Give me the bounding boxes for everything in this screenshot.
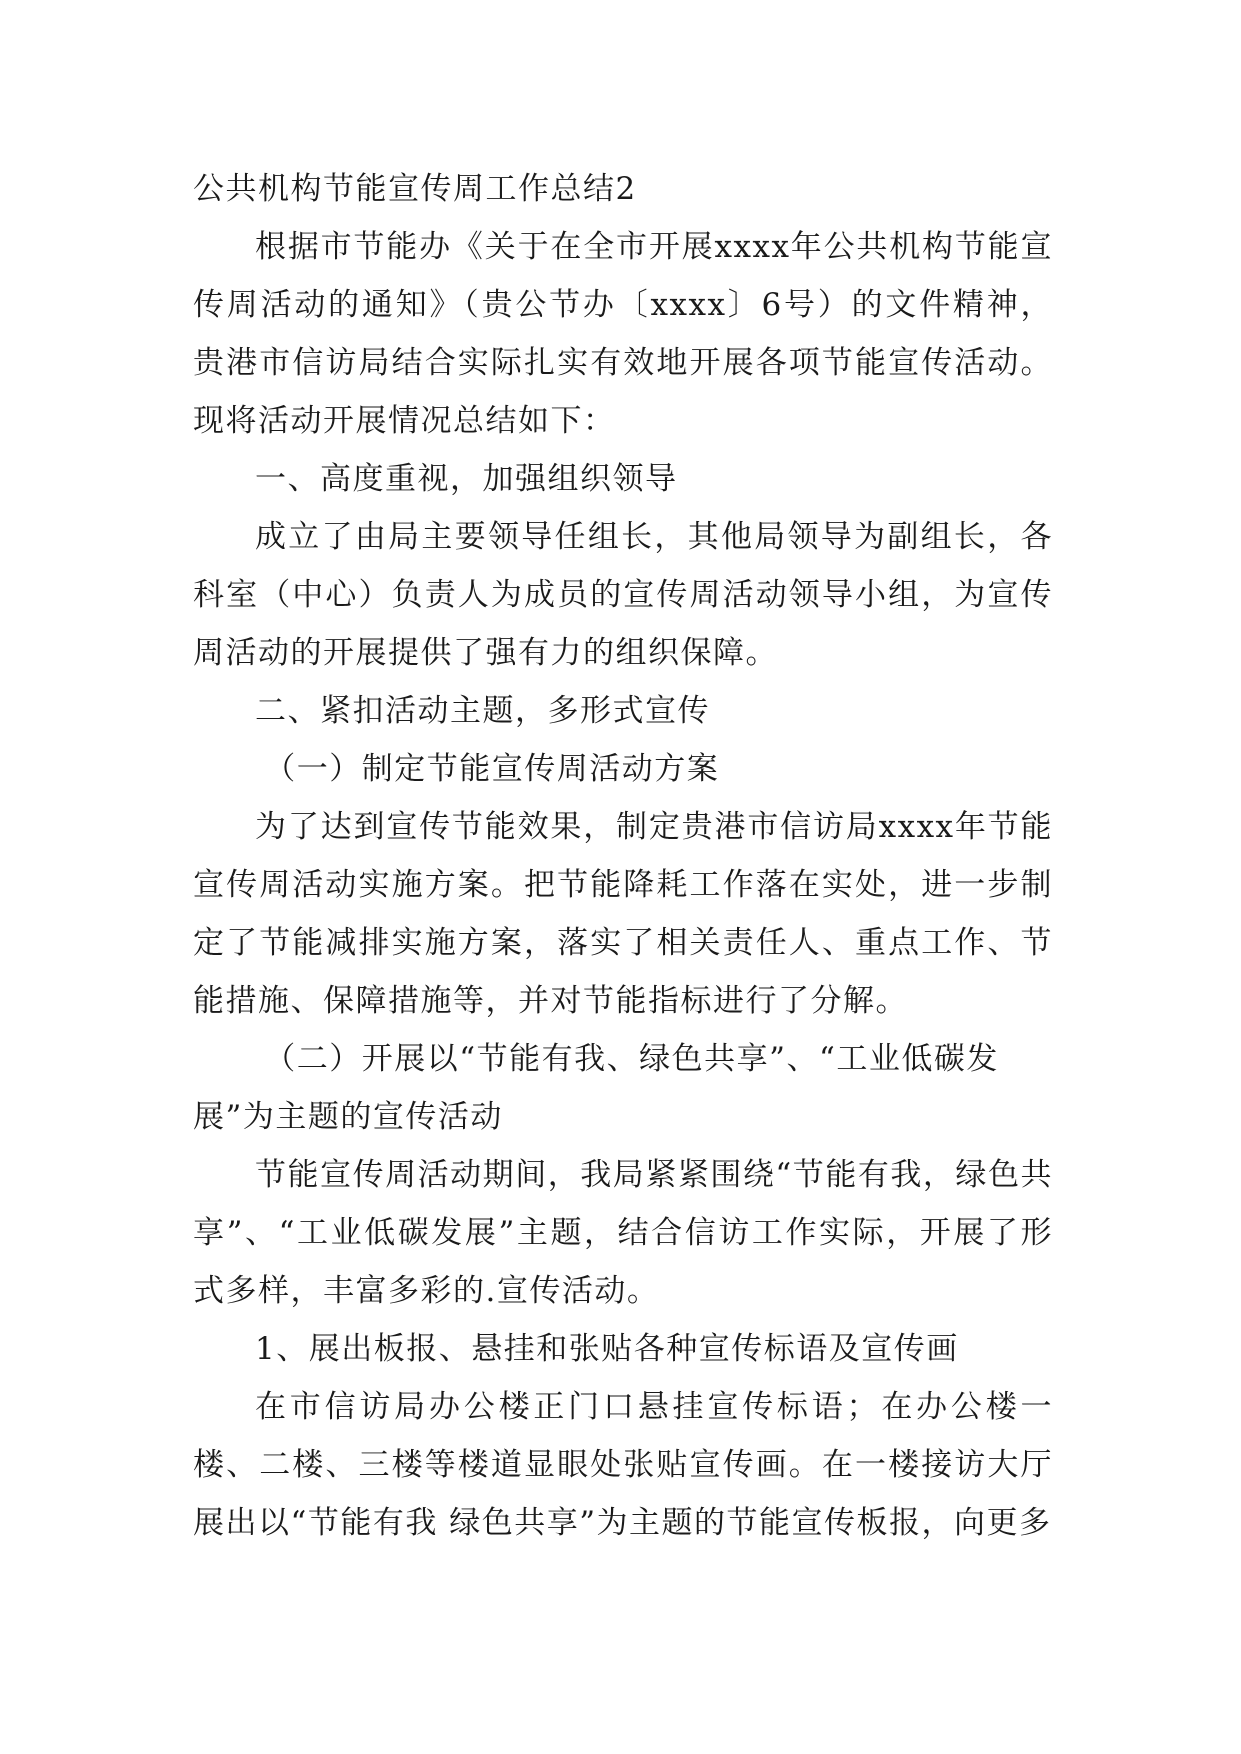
section-1-body: 成立了由局主要领导任组长，其他局领导为副组长，各科室（中心）负责人为成员的宣传周活动领导小组，为宣传周活动的开展提供了强有力的组织保障。 (193, 519, 1053, 671)
intro-paragraph: 根据市节能办《关于在全市开展xxxx年公共机构节能宣传周活动的通知》（贵公节办〔xxxx〕6号）的文件精神，贵港市信访局结合实际扎实有效地开展各项节能宣传活动。现将活动开展情况总结如下： (193, 229, 1053, 439)
section-2-heading: 二、紧扣活动主题，多形式宣传 (255, 693, 710, 729)
section-1-heading: 一、高度重视，加强组织领导 (255, 461, 678, 497)
item-1-heading: 1、展出板报、悬挂和张贴各种宣传标语及宣传画 (255, 1331, 959, 1367)
document-page (193, 160, 1053, 1552)
subsection-1-body: 为了达到宣传节能效果，制定贵港市信访局xxxx年节能宣传周活动实施方案。把节能降耗工作落在实处，进一步制定了节能减排实施方案，落实了相关责任人、重点工作、节能措施、保障措施等，并对节能指标进行了分解。 (193, 809, 1053, 1019)
subsection-2-heading: （二）开展以“节能有我、绿色共享”、“工业低碳发展”为主题的宣传活动 (193, 1041, 999, 1135)
subsection-1-heading: （一）制定节能宣传周活动方案 (264, 751, 720, 787)
item-1-body: 在市信访局办公楼正门口悬挂宣传标语；在办公楼一楼、二楼、三楼等楼道显眼处张贴宣传画。在一楼接访大厅展出以“节能有我 绿色共享”为主题的节能宣传板报，向更多 (193, 1389, 1053, 1541)
document-title: 公共机构节能宣传周工作总结2 (193, 171, 637, 207)
subsection-2-body: 节能宣传周活动期间，我局紧紧围绕“节能有我，绿色共享”、“工业低碳发展”主题，结合信访工作实际，开展了形式多样，丰富多彩的.宣传活动。 (193, 1157, 1053, 1309)
